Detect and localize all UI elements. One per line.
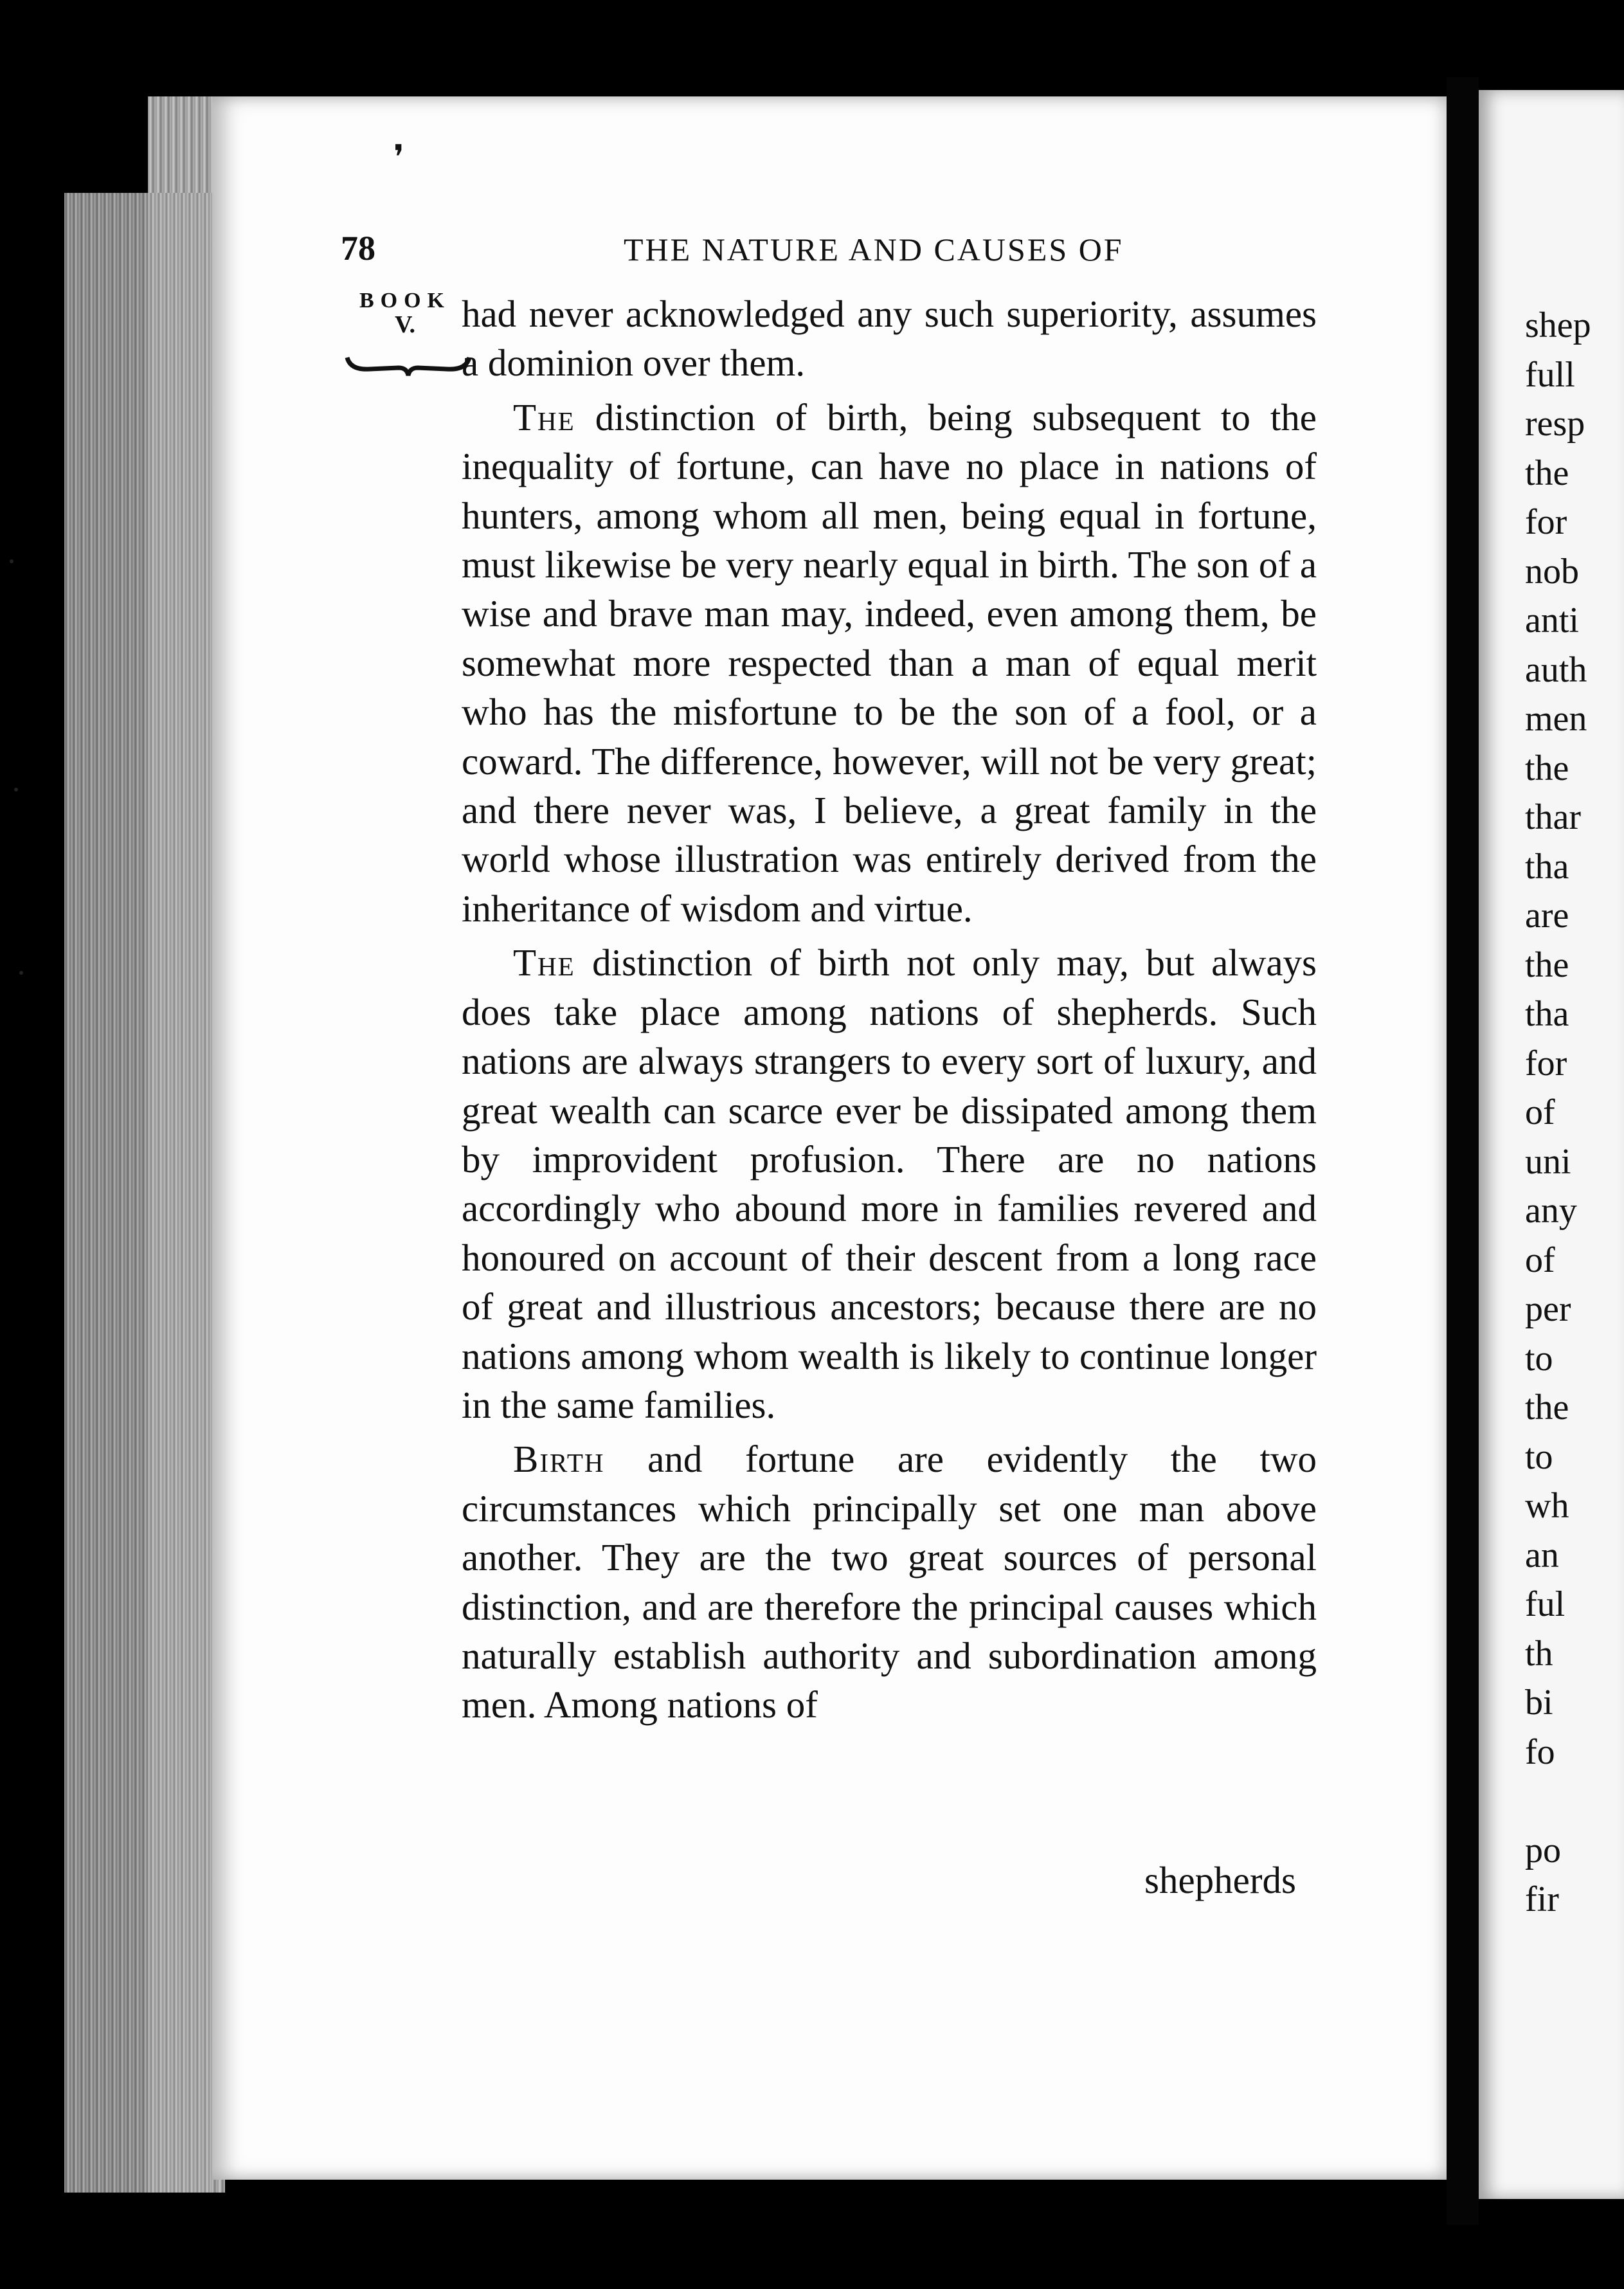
page-number: 78 [341,229,375,267]
right-page-line: thar [1525,797,1582,837]
right-page-line: to [1525,1338,1553,1379]
right-page-line: of [1525,1240,1555,1280]
book-number: V. [394,311,416,338]
right-page-line: anti [1525,601,1579,640]
right-page-line: the [1525,945,1569,985]
right-page-line: uni [1525,1141,1571,1182]
paragraph-2 [462,393,1317,933]
right-page-line: fir [1525,1879,1559,1919]
right-page-line: th [1525,1633,1553,1674]
right-page-line: the [1525,1388,1569,1427]
page-header [341,228,1209,273]
page-edges-shadow [64,193,212,2193]
right-page-line: for [1525,1043,1567,1083]
right-page-line: men [1525,699,1587,739]
right-page-line: full [1525,354,1575,395]
right-page-text [1525,301,1624,1924]
right-page-line: the [1525,748,1569,788]
ink-speck: ❜ [393,138,404,177]
right-page-line: ful [1525,1584,1565,1624]
right-page-line: wh [1525,1486,1569,1526]
body-text [462,289,1317,1730]
right-page-line: resp [1525,404,1585,444]
right-page-line: po [1525,1830,1561,1870]
right-page-line: to [1525,1436,1553,1477]
right-page-line: auth [1525,649,1587,690]
scan-speck [14,788,18,792]
right-page-line: the [1525,453,1569,493]
paragraph-3-lead: The [513,941,575,984]
book-word: BOOK [359,289,451,312]
paragraph-4-text: and fortune are evidently the two circumstances which principally set one man above another. They are the two great sources of personal distinction, and are therefore the principal causes which naturally establish authority and subordination among men. Among nations of [462,1438,1317,1726]
right-page-line: bi [1525,1683,1553,1723]
paragraph-4-lead: Birth [513,1438,605,1481]
right-page-line: any [1525,1191,1577,1231]
brace-ornament [344,352,473,378]
paragraph-3 [462,938,1317,1429]
right-page-line: fo [1525,1732,1555,1772]
book-side-label [344,288,466,336]
right-page-line: per [1525,1289,1571,1329]
right-page-line: nob [1525,551,1579,592]
paragraph-2-text: distinction of birth, being subsequent to the inequality of fortune, can have no place in nations of hunters, among whom all men, being equal in fortune, must likewise be very nearly equal in birth. The son of a wise and brave man may, indeed, even among them, be somewhat more respected than a man of equal merit who has the misfortune to be the son of a fool, or a coward. The difference, however, will not be very great; and there never was, I believe, a great family in the world whose illustration was entirely derived from the inheritance of wisdom and virtue. [462,395,1317,930]
scan-speck [19,971,23,975]
paragraph-2-lead: The [513,395,575,439]
paragraph-1-text: had never acknowledged any such superiority, assumes a dominion over them. [462,293,1317,385]
right-page-line: are [1525,896,1569,936]
catchword: shepherds [1144,1859,1296,1901]
right-page-line: for [1525,502,1567,542]
right-page-line: shep [1525,305,1591,345]
right-page-line: tha [1525,846,1569,887]
paragraph-4 [462,1434,1317,1729]
paragraph-1 [462,289,1317,388]
right-page-line [1525,1777,1624,1826]
scan-speck [10,559,14,563]
right-page-line: tha [1525,994,1569,1034]
running-title: THE NATURE AND CAUSES OF [624,231,1124,267]
right-page-line: an [1525,1535,1559,1575]
paragraph-3-text: distinction of birth not only may, but always does take place among nations of shepherds. Such nations are always strangers to every sort of luxury, and great wealth can scarce ever be dissipated among them by improvident profusion. There are no nations accordingly who abound more in families revered and honoured on account of their descent from a long race of great and illustrious ancestors; because there are no nations among whom wealth is likely to continue longer in the same families. [462,941,1317,1426]
book-gutter [1447,77,1479,2225]
right-page-line: of [1525,1092,1555,1132]
